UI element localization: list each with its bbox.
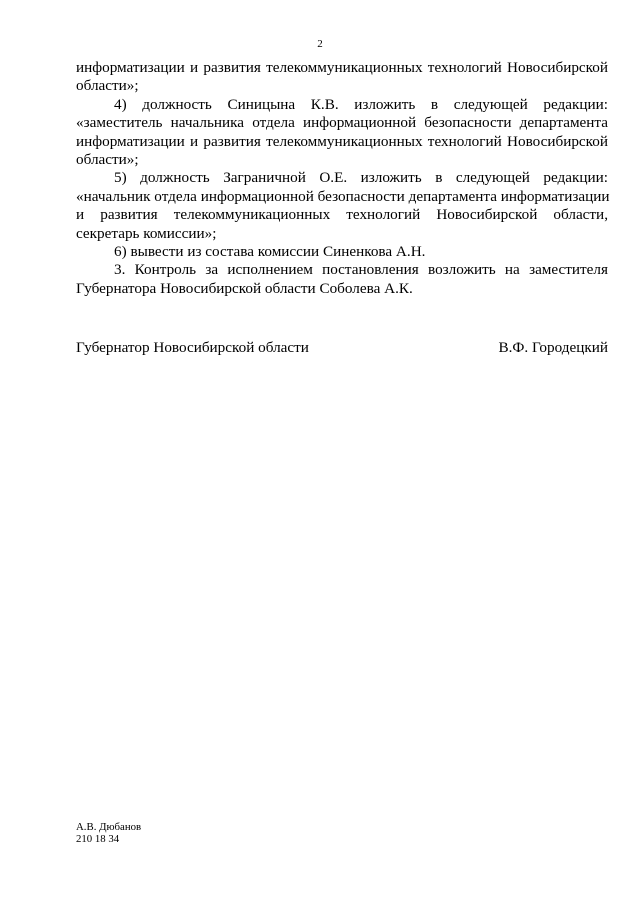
- body-line: 4) должность Синицына К.В. изложить в следующей редакции:: [114, 95, 608, 113]
- executor-block: [76, 821, 141, 845]
- body-line: области»;: [76, 150, 139, 168]
- document-body: [76, 59, 608, 298]
- body-line: области»;: [76, 77, 139, 95]
- signatory-position: Губернатор Новосибирской области: [76, 339, 309, 356]
- body-line: «заместитель начальника отдела информационной безопасности департамента: [76, 114, 608, 132]
- signature-block: [76, 339, 608, 357]
- body-line: секретарь комиссии»;: [76, 224, 217, 242]
- body-line: «начальник отдела информационной безопасности департамента информатизации: [76, 187, 610, 205]
- body-line: информатизации и развития телекоммуникационных технологий Новосибирской: [76, 59, 608, 76]
- body-line: 3. Контроль за исполнением постановления возложить на заместителя: [114, 261, 608, 279]
- body-line: информатизации и развития телекоммуникационных технологий Новосибирской: [76, 132, 608, 150]
- body-line: Губернатора Новосибирской области Соболева А.К.: [76, 279, 413, 297]
- body-line: и развития телекоммуникационных технологий Новосибирской области,: [76, 206, 608, 224]
- executor-phone: 210 18 34: [76, 833, 120, 845]
- body-line: 5) должность Заграничной О.Е. изложить в следующей редакции:: [114, 169, 608, 187]
- executor-name: А.В. Дюбанов: [76, 821, 142, 833]
- page-number: 2: [317, 38, 323, 50]
- signatory-name: В.Ф. Городецкий: [498, 339, 608, 356]
- body-line: 6) вывести из состава комиссии Синенкова А.Н.: [114, 242, 426, 260]
